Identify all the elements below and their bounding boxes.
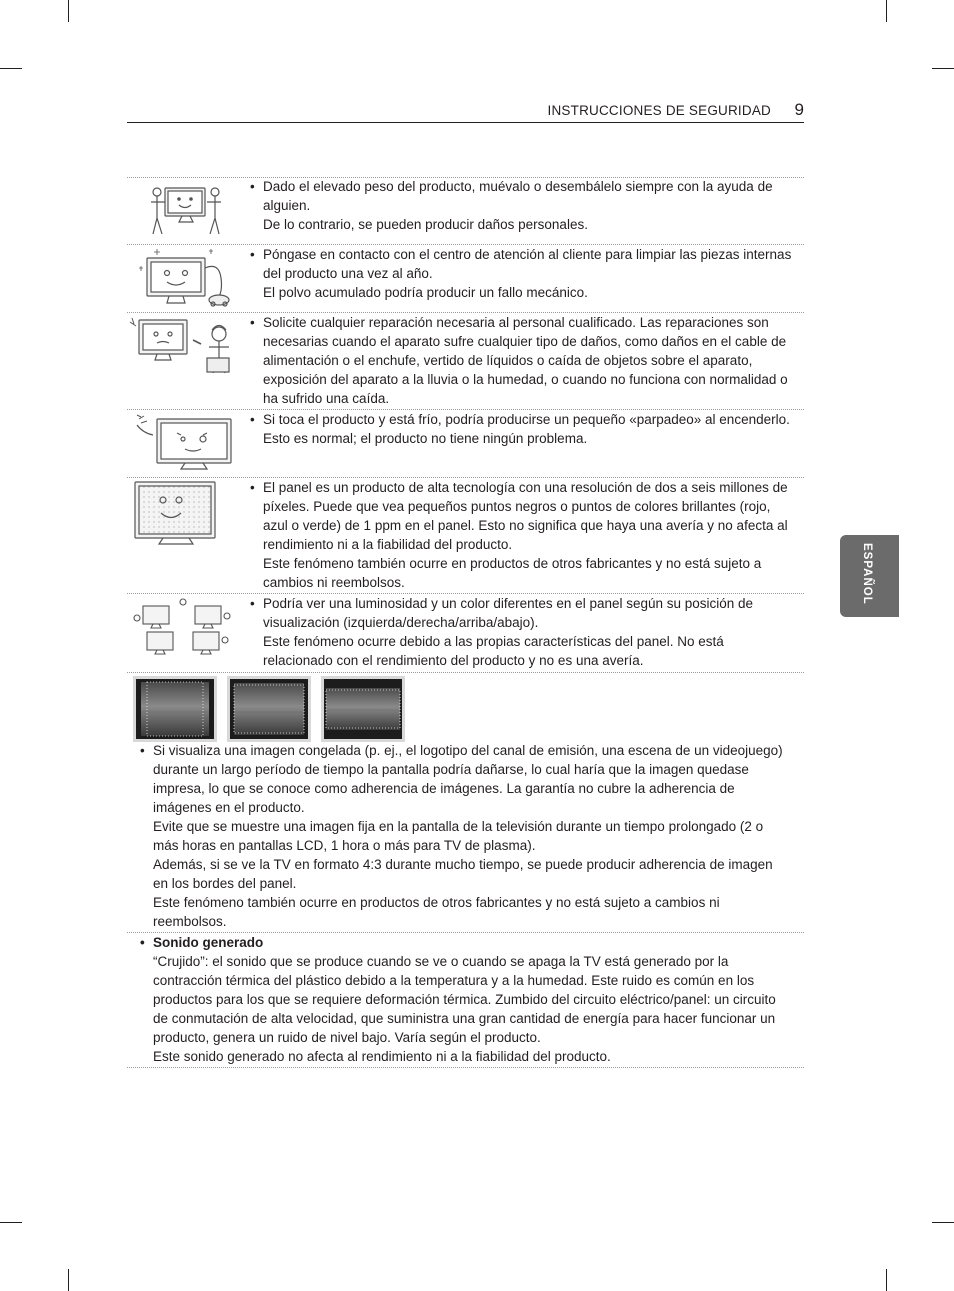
- bullet-text: Este fenómeno ocurre debido a las propias características del panel. No está relacionado con el rendimiento del producto y no es una avería.: [263, 634, 724, 668]
- bullet-text: Póngase en contacto con el centro de atención al cliente para limpiar las piezas internas del producto una vez al año.: [263, 247, 792, 281]
- bullet-item: [250, 245, 795, 302]
- crop-mark: [886, 0, 887, 22]
- image-retention-item: [140, 741, 790, 931]
- bullet-text: Este fenómeno también ocurre en productos de otros fabricantes y no está sujeto a cambios ni reembolsos.: [153, 895, 720, 929]
- bullet-marker: •: [250, 480, 255, 495]
- bullet-text: Este sonido generado no afecta al rendimiento ni a la fiabilidad del producto.: [153, 1049, 611, 1064]
- language-tab-label: ESPAÑOL: [861, 543, 873, 605]
- language-tab: [840, 535, 899, 617]
- bullet-marker: •: [250, 412, 255, 427]
- bullet-item: [250, 313, 795, 408]
- bullet-text: Además, si se ve la TV en formato 4:3 durante mucho tiempo, se puede producir adherencia de imagen en los bordes del panel.: [153, 857, 773, 891]
- bullet-text: Dado el elevado peso del producto, muévalo o desembálelo siempre con la ayuda de alguien.: [263, 179, 773, 213]
- crop-mark: [886, 1269, 887, 1291]
- header-title: INSTRUCCIONES DE SEGURIDAD: [547, 103, 771, 118]
- page-header: [127, 101, 804, 123]
- bullet-text: El panel es un producto de alta tecnología con una resolución de dos a seis millones de píxeles. Puede que vea pequeños puntos negros o puntos de colores brillantes (rojo, azul o verde) de 1 ppm en el panel. Esto no significa que haya una avería y no afecta al rendimiento ni a la fiabilidad del producto.: [263, 480, 788, 552]
- crop-mark: [0, 1222, 22, 1223]
- bullet-text: Podría ver una luminosidad y un color diferentes en el panel según su posición de visualización (izquierda/derecha/arriba/abajo).: [263, 596, 754, 630]
- bullet-text: Evite que se muestre una imagen fija en la pantalla de la televisión durante un tiempo prolongado (2 o más horas en pantallas LCD, 1 hora o más para TV de plasma).: [153, 819, 764, 853]
- tv-cleaning-illustration: [127, 246, 245, 310]
- viewing-angle-illustration: [127, 596, 245, 658]
- crop-mark: [932, 1222, 954, 1223]
- row-separator: [127, 1067, 804, 1068]
- sound-heading: Sonido generado: [153, 935, 264, 950]
- bullet-text: “Crujido”: el sonido que se produce cuando se ve o cuando se apaga la TV está generado por la contracción térmica del plástico debido a la temperatura y a la humedad. Este ruido es común en los productos para los que se requiere deformación térmica. Zumbido del circuito eléctrico/panel: un circuito de conmutación de alta velocidad, que suministra una gran cantidad de energía para hacer funcionar un producto, genera un ruido de nivel bajo. Varía según el producto.: [153, 954, 776, 1045]
- bullet-marker: •: [140, 743, 145, 758]
- image-retention-screen-1: [133, 676, 217, 747]
- bullet-marker: •: [250, 179, 255, 194]
- bullet-text: Si visualiza una imagen congelada (p. ej., el logotipo del canal de emisión, una escena de un videojuego) durante un largo período de tiempo la pantalla podría dañarse, lo cual haría que la imagen quedase impresa, lo que se conoce como adherencia de imágenes. La garantía no cubre la adherencia de imágenes en el producto.: [153, 743, 783, 815]
- bullet-text: Este fenómeno también ocurre en productos de otros fabricantes y no está sujeto a cambios ni reembolsos.: [263, 556, 762, 590]
- crop-mark: [0, 68, 22, 69]
- pixel-panel-illustration: [127, 480, 245, 548]
- bullet-text: Si toca el producto y está frío, podría producirse un pequeño «parpadeo» al encenderlo. Esto es normal; el producto no tiene ningún problema.: [263, 412, 790, 446]
- two-people-carrying-tv-illustration: [127, 180, 245, 240]
- page-number: 9: [794, 100, 804, 119]
- bullet-item: [250, 177, 795, 234]
- bullet-item: [250, 410, 795, 448]
- crop-mark: [932, 68, 954, 69]
- bullet-text: Solicite cualquier reparación necesaria al personal cualificado. Las reparaciones son necesarias cuando el aparato sufre cualquier tipo de daños, como daños en el cable de alimentación o el enchufe, vertido de líquidos o caída de objetos sobre el aparato, exposición del aparato a la lluvia o la humedad, o cuando no funciona con normalidad o ha sufrido una caída.: [263, 315, 788, 406]
- crop-mark: [68, 1269, 69, 1291]
- image-retention-screen-3: [321, 676, 405, 747]
- sound-item: [140, 933, 790, 1066]
- bullet-marker: •: [250, 315, 255, 330]
- bullet-text: El polvo acumulado podría producir un fallo mecánico.: [263, 285, 588, 300]
- cold-tv-illustration: [127, 411, 245, 475]
- bullet-item: [250, 478, 795, 592]
- bullet-marker: •: [250, 247, 255, 262]
- technician-repair-illustration: [127, 314, 245, 378]
- row-separator: [127, 672, 804, 673]
- bullet-item: [250, 594, 795, 670]
- crop-mark: [68, 0, 69, 22]
- bullet-text: De lo contrario, se pueden producir daños personales.: [263, 217, 588, 232]
- bullet-marker: •: [140, 935, 145, 950]
- bullet-marker: •: [250, 596, 255, 611]
- image-retention-screen-2: [227, 676, 311, 747]
